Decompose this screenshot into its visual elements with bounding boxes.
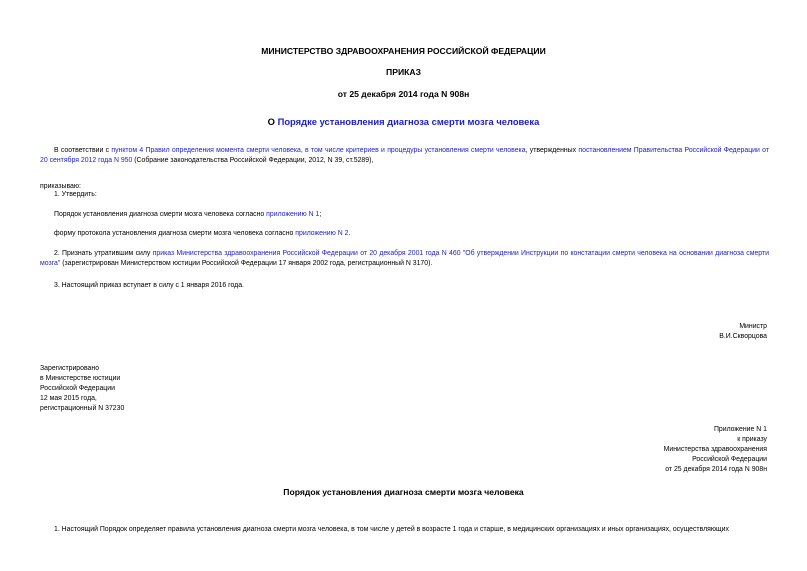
item-1b-text: форму протокола установления диагноза смерти мозга человека согласно xyxy=(54,230,296,237)
registration-line: регистрационный N 37230 xyxy=(40,405,125,412)
prikazyvayu-text: приказываю: xyxy=(40,183,81,190)
appendix-header-line: от 25 декабря 2014 года N 908н xyxy=(665,466,767,473)
rules-link[interactable]: пунктом 4 Правил определения момента смерти человека, в том числе критериев и процедуры установления смерти человека xyxy=(111,147,526,154)
appendix-title: Порядок установления диагноза смерти мозга человека xyxy=(283,487,524,497)
registration-line: Российской Федерации xyxy=(40,385,115,392)
item-3: 3. Настоящий приказ вступает в силу с 1 января 2016 года. xyxy=(54,282,244,289)
resolution-link[interactable]: постановлением Правительства Российской Федерации от 20 сентября 2012 года N 950 xyxy=(40,147,769,164)
appendix-header-line: Российской Федерации xyxy=(692,456,767,463)
item-2 xyxy=(40,249,769,269)
ministry-heading: МИНИСТЕРСТВО ЗДРАВООХРАНЕНИЯ РОССИЙСКОЙ ФЕДЕРАЦИИ xyxy=(261,46,546,56)
item-1: 1. Утвердить: xyxy=(54,191,97,198)
registration-line: в Министерстве юстиции xyxy=(40,375,121,382)
doc-type-heading: ПРИКАЗ xyxy=(386,67,421,77)
repealed-order-link[interactable]: приказ Министерства здравоохранения Российской Федерации от 20 декабря 2001 года N 460 "Об утверждении Инструкции по констатации смерти человека на основании диагноза смерти мозга" xyxy=(40,250,769,267)
item-1a xyxy=(54,210,321,220)
preamble-text-2: , утвержденных xyxy=(525,147,579,154)
signature-block xyxy=(719,322,767,342)
preamble-text-1: В соответствии с xyxy=(54,147,112,154)
item-2-text: 2. Признать утратившим силу xyxy=(54,250,153,257)
preamble-paragraph xyxy=(40,146,769,166)
preamble-text-3: (Собрание законодательства Российской Федерации, 2012, N 39, ст.5289), xyxy=(132,157,374,164)
registration-line: Зарегистрировано xyxy=(40,365,100,372)
appendix-header-line: Приложение N 1 xyxy=(713,426,767,433)
appendix-2-link[interactable]: приложению N 2 xyxy=(295,230,349,237)
signature-name: В.И.Скворцова xyxy=(719,333,767,340)
item-1a-end: ; xyxy=(319,211,322,218)
registration-block xyxy=(40,364,124,414)
appendix-1-link[interactable]: приложению N 1 xyxy=(266,211,320,218)
date-number-heading: от 25 декабря 2014 года N 908н xyxy=(337,89,470,99)
order-title-link[interactable]: Порядке установления диагноза смерти мозга человека xyxy=(277,116,540,127)
item-1b-end: . xyxy=(348,230,351,237)
order-title xyxy=(0,116,807,127)
item-1b xyxy=(54,229,350,239)
signature-position: Министр xyxy=(739,323,767,330)
registration-line: 12 мая 2015 года, xyxy=(40,395,97,402)
appendix-header-line: Министерства здравоохранения xyxy=(663,446,767,453)
appendix-header-line: к приказу xyxy=(737,436,767,443)
item-2-end: (зарегистрирован Министерством юстиции Российской Федерации 17 января 2002 года, регистрационный N 3170). xyxy=(60,260,433,267)
item-1a-text: Порядок установления диагноза смерти мозга человека согласно xyxy=(54,211,267,218)
appendix-paragraph-1: 1. Настоящий Порядок определяет правила установления диагноза смерти мозга человека, в том числе у детей в возрасте 1 года и старше, в медицинских организациях и иных организациях, осуществляющих xyxy=(54,526,729,533)
appendix-header-block xyxy=(664,425,767,475)
order-title-prefix: О xyxy=(267,116,278,127)
